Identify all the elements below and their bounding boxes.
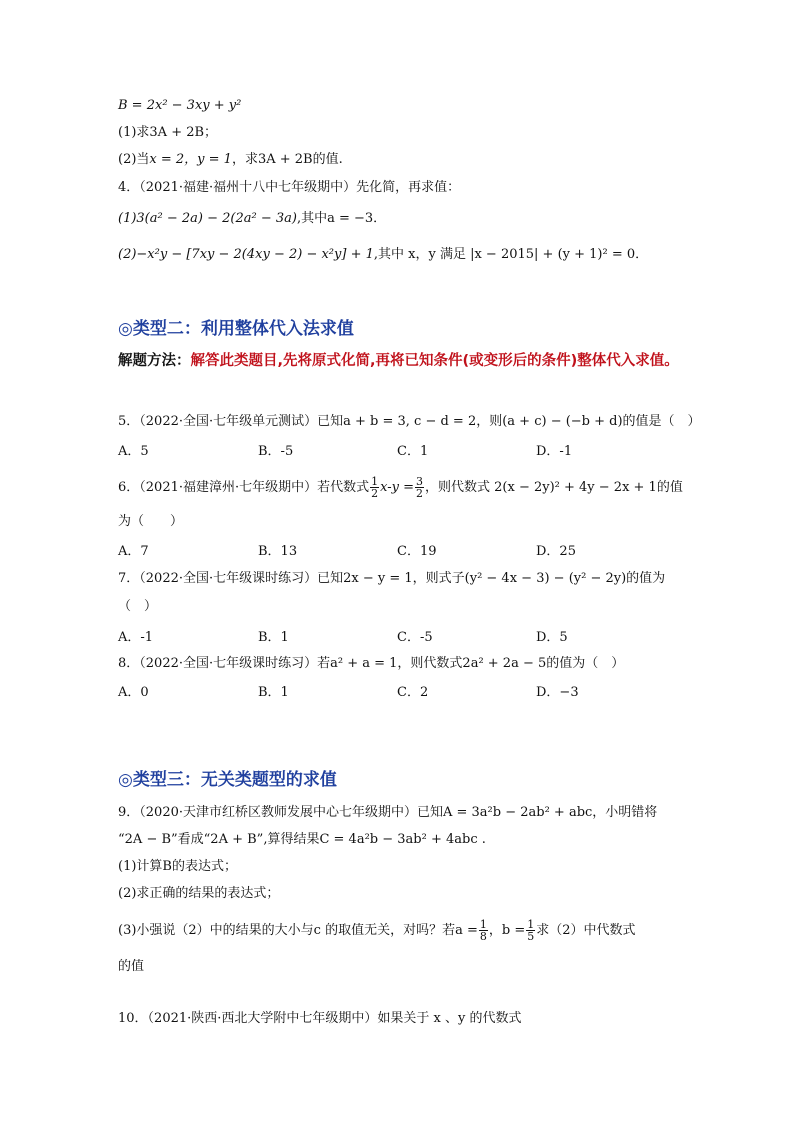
option-b: B．1 <box>258 685 289 700</box>
option-c: C．2 <box>397 685 429 700</box>
problem-9-line-2: “2A − B”看成“2A + B”,算得结果C = 4a²b − 3ab² + 4abc . <box>118 832 486 847</box>
problem-9-line-1: 9．（2020·天津市红桥区教师发展中心七年级期中）已知A = 3a²b − 2ab² + abc，小明错将 <box>118 805 658 820</box>
option-b: B．13 <box>258 544 298 559</box>
p4-s2-tail: ,其中 x，y 满足 |x − 2015| + (y + 1)² = 0． <box>373 247 649 262</box>
method-text: 解答此类题目,先将原式化简,再将已知条件(或变形后的条件)整体代入求值。 <box>190 353 679 369</box>
option-a: A．5 <box>118 444 149 459</box>
fraction-one-fifth: $\frac{1}{5}$ <box>527 918 535 943</box>
option-b: B．-5 <box>258 444 294 459</box>
problem-7-text: 7．（2022·全国·七年级课时练习）已知2x − y = 1，则式子(y² − 4x − 3) − (y² − 2y)的值为 <box>118 571 666 586</box>
problem-9-sub-2: (2)求正确的结果的表达式； <box>118 886 280 901</box>
option-d: D．25 <box>536 544 576 559</box>
p6-text-b: x-y = <box>380 480 414 495</box>
option-d: D．5 <box>536 630 568 645</box>
p9-s3-c: 求（2）中代数式 <box>536 923 636 938</box>
problem-5-options <box>118 440 678 460</box>
q2-suffix: ，求3A + 2B的值. <box>231 152 343 167</box>
option-c: C．-5 <box>397 630 433 645</box>
p4-s2-expr: (2)−x²y − [7xy − 2(4xy − 2) − x²y] + 1 <box>118 247 374 262</box>
section-3-title: ◎类型三：无关类题型的求值 <box>118 770 337 790</box>
option-c: C．19 <box>397 544 437 559</box>
section-2-method <box>118 346 688 376</box>
option-a: A．0 <box>118 685 149 700</box>
problem-5-text: 5．（2022·全国·七年级单元测试）已知a + b = 3, c − d = 2，则(a + c) − (−b + d)的值是（ ） <box>118 414 701 429</box>
fraction-one-eighth: $\frac{1}{8}$ <box>479 918 487 943</box>
problem-10-text: 10．（2021·陕西·西北大学附中七年级期中）如果关于 x 、y 的代数式 <box>118 1011 522 1026</box>
p9-s3-b: ，b = <box>488 923 526 938</box>
option-a: A．7 <box>118 544 149 559</box>
problem-7-continuation: （ ） <box>118 599 158 614</box>
problem-4-header: 4．（2021·福建·福州十八中七年级期中）先化简，再求值： <box>118 180 461 195</box>
fraction-one-half: $\frac{1}{2}$ <box>371 475 379 500</box>
p9-s3-a: (3)小强说（2）中的结果的大小与c 的取值无关，对吗？若a = <box>118 923 478 938</box>
problem-4-sub-2 <box>118 245 648 265</box>
problem-9-sub-3-continuation: 的值 <box>118 959 145 974</box>
option-a: A．-1 <box>118 630 154 645</box>
option-c: C．1 <box>397 444 429 459</box>
q2-condition: x = 2，y = 1 <box>149 152 232 167</box>
p4-s1-expr: (1)3(a² − 2a) − 2(2a² − 3a) <box>118 211 297 226</box>
problem-6-options <box>118 540 678 560</box>
question-2-evaluate <box>118 150 343 170</box>
problem-6-text <box>118 476 683 499</box>
problem-9-sub-3 <box>118 919 636 942</box>
option-d: D．-1 <box>536 444 573 459</box>
problem-9-sub-1: (1)计算B的表达式； <box>118 859 237 874</box>
p6-text-a: 6．（2021·福建漳州·七年级期中）若代数式 <box>118 480 370 495</box>
problem-6-continuation: 为（ ） <box>118 514 184 529</box>
problem-8-options <box>118 681 678 701</box>
option-b: B．1 <box>258 630 289 645</box>
problem-7-options <box>118 626 678 646</box>
q2-prefix: (2)当 <box>118 152 150 167</box>
p6-text-c: ，则代数式 2(x − 2y)² + 4y − 2x + 1的值 <box>425 480 683 495</box>
option-d: D．−3 <box>536 685 579 700</box>
question-1-3a-2b: (1)求3A + 2B； <box>118 125 218 140</box>
problem-8-text: 8．（2022·全国·七年级课时练习）若a² + a = 1，则代数式2a² + 2a − 5的值为（ ） <box>118 656 625 671</box>
p4-s1-tail: ,其中a = −3． <box>296 211 387 226</box>
section-2-title: ◎类型二：利用整体代入法求值 <box>118 319 354 339</box>
problem-4-sub-1 <box>118 209 386 229</box>
fraction-three-halves: $\frac{3}{2}$ <box>416 475 423 500</box>
formula-b: B = 2x² − 3xy + y² <box>118 98 242 113</box>
method-label: 解题方法： <box>118 353 191 369</box>
